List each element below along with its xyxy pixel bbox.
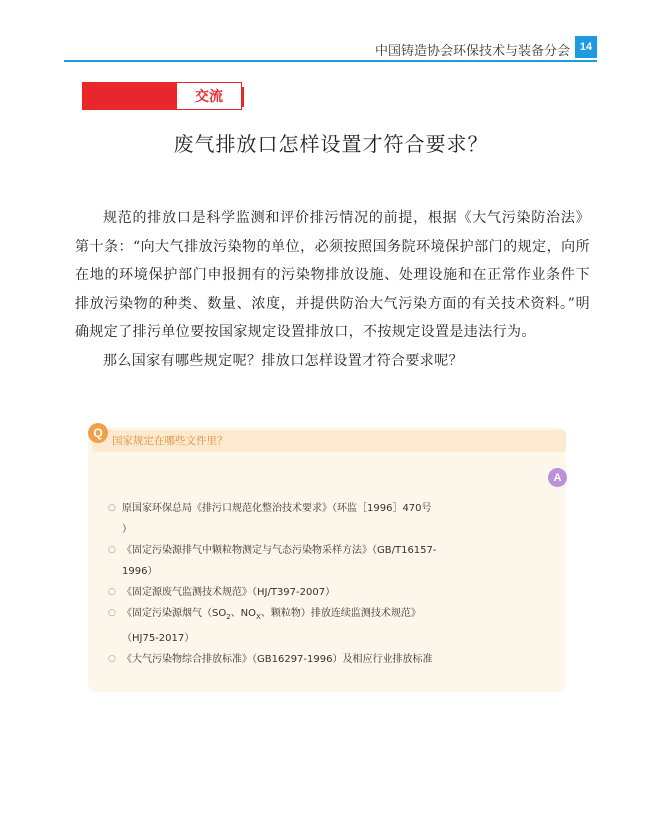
list-item (108, 649, 488, 670)
subscript: 2 (226, 613, 231, 621)
list-item (108, 582, 488, 603)
paragraph: 规范的排放口是科学监测和评价排污情况的前提，根据《大气污染防治法》第十条：“向大气排放污染物的单位，必须按照国务院环境保护部门的规定，向所在地的环境保护部门申报拥有的污染物排放设施、处理设施和在正常作业条件下排放污染物的种类、数量、浓度，并提供防治大气污染方面的有关技术资料。”明确规定了排污单位要按国家规定设置排放口，不按规定设置是违法行为。 (75, 210, 590, 340)
answer-line: 《固定污染源排气中颗粒物测定与气态污染物采样方法》（GB/T16157- (122, 545, 437, 556)
answer-line: 1996） (122, 566, 158, 577)
header-title: 中国铸造协会环保技术与装备分会 (374, 44, 570, 59)
article-body (75, 204, 590, 375)
header-divider (64, 60, 597, 62)
page-number: 14 (575, 36, 597, 58)
answer-line: 《固定源废气监测技术规范》（HJ/T397-2007） (122, 587, 336, 598)
bullet-icon: ○ (108, 545, 116, 555)
bullet-icon: ○ (108, 503, 116, 513)
answer-line (122, 603, 488, 628)
bullet-icon: ○ (108, 608, 116, 618)
question-text: 国家规定在哪些文件里？ (112, 435, 228, 447)
list-item (108, 498, 488, 540)
section-tag: 交流 (177, 82, 242, 110)
answer-text: 《固定污染源烟气（SO (122, 608, 227, 619)
list-item (108, 603, 488, 649)
list-item (108, 540, 488, 582)
bullet-icon: ○ (108, 587, 116, 597)
answer-badge: A (548, 468, 567, 487)
article-title: 废气排放口怎样设置才符合要求？ (173, 132, 489, 156)
answer-line: 《大气污染物综合排放标准》（GB16297-1996）及相应行业排放标准 (122, 654, 433, 665)
answer-line: 原国家环保总局《排污口规范化整治技术要求》（环监［1996］470号 (122, 503, 432, 514)
answer-line: ） (122, 524, 132, 535)
answer-text: 、NO (230, 608, 257, 619)
section-tag-bar (82, 82, 177, 110)
paragraph: 那么国家有哪些规定呢？排放口怎样设置才符合要求呢？ (103, 352, 463, 369)
answer-list (108, 498, 488, 670)
question-badge: Q (88, 423, 108, 443)
answer-line: （HJ75-2017） (122, 633, 195, 644)
answer-text: 、颗粒物）排放连续监测技术规范》 (260, 608, 421, 619)
subscript: X (256, 613, 261, 621)
bullet-icon: ○ (108, 654, 116, 664)
